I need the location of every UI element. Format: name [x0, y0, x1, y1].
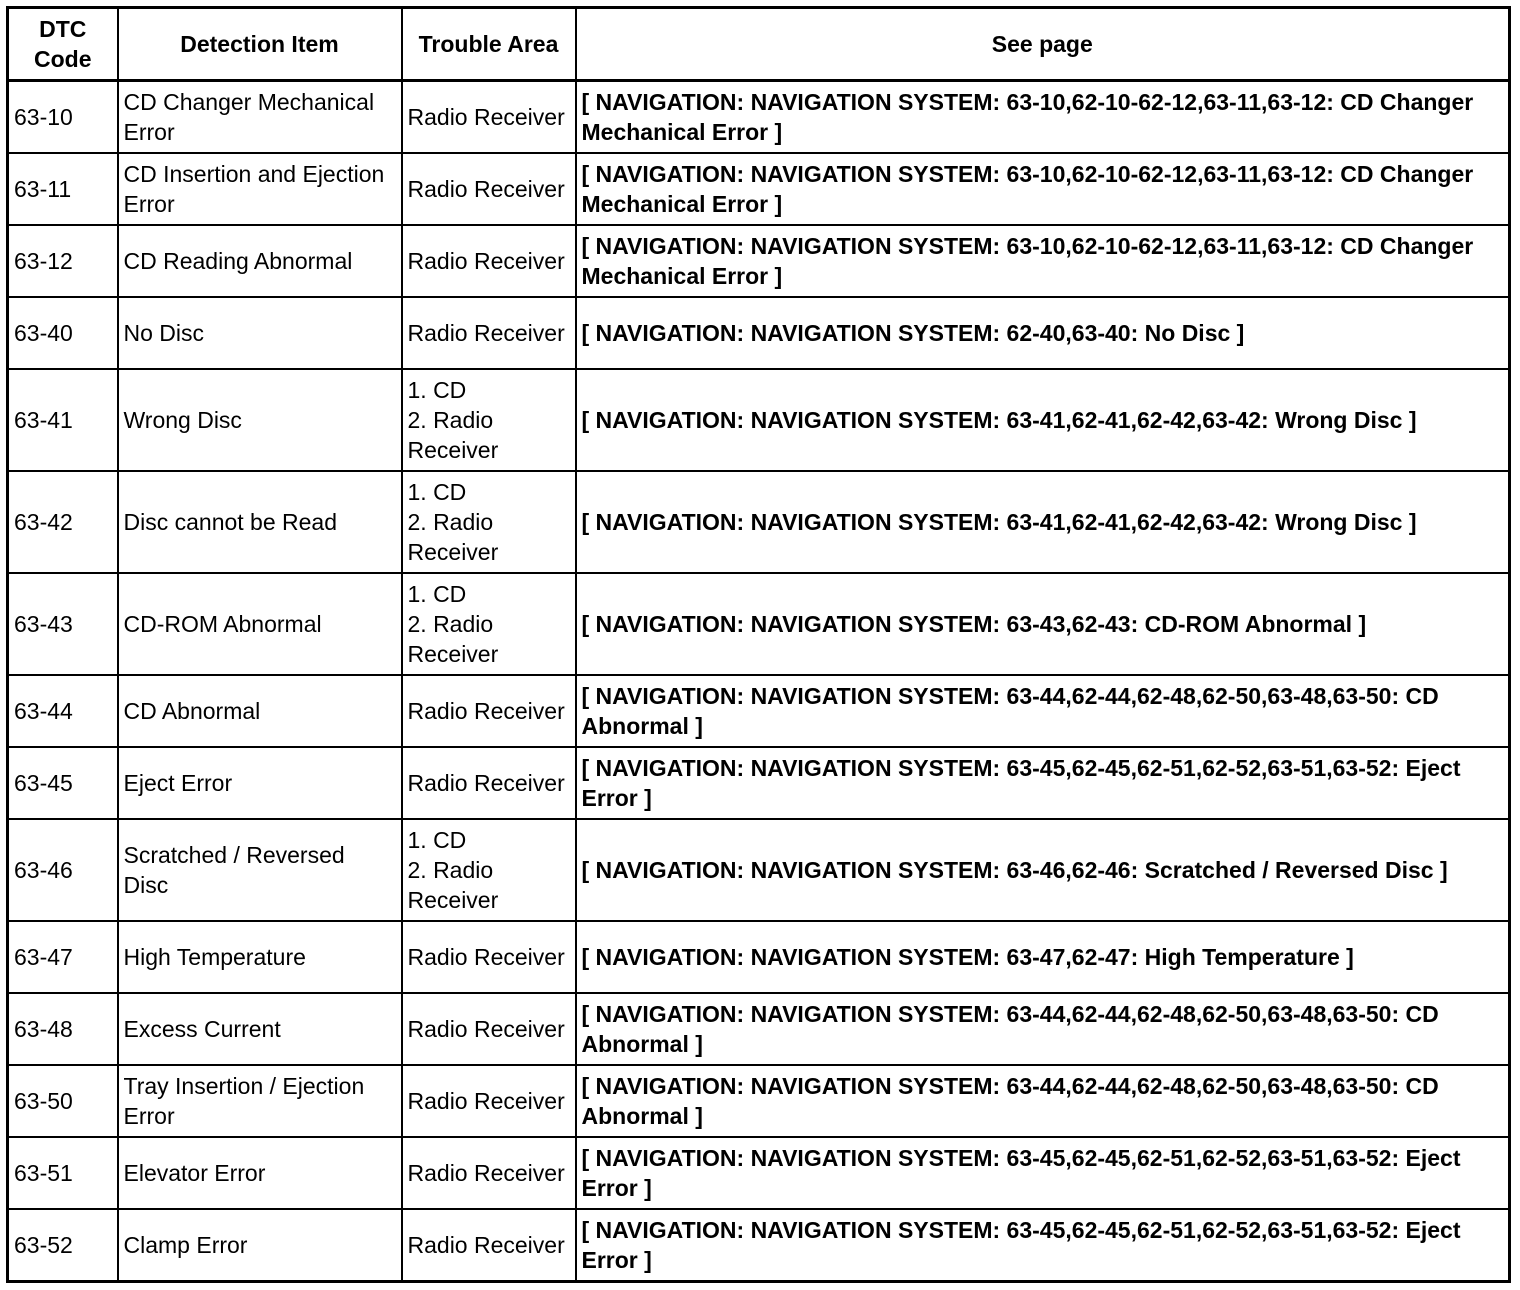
- detection-item-cell: Eject Error: [118, 747, 402, 819]
- see-page-link[interactable]: [ NAVIGATION: NAVIGATION SYSTEM: 63-45,62-45,62-51,62-52,63-51,63-52: Eject Error ]: [576, 1209, 1510, 1282]
- detection-item-cell: Clamp Error: [118, 1209, 402, 1282]
- detection-item-cell: Elevator Error: [118, 1137, 402, 1209]
- trouble-area-line: 2. Radio Receiver: [407, 407, 499, 463]
- trouble-area-line: Radio Receiver: [407, 698, 565, 724]
- detection-item-cell: Tray Insertion / Ejection Error: [118, 1065, 402, 1137]
- trouble-area-line: Radio Receiver: [407, 104, 565, 130]
- see-page-link[interactable]: [ NAVIGATION: NAVIGATION SYSTEM: 63-10,62-10-62-12,63-11,63-12: CD Changer Mechanical Error ]: [576, 81, 1510, 154]
- trouble-area-cell: [402, 921, 576, 993]
- dtc-code-cell: 63-47: [8, 921, 118, 993]
- trouble-area-cell: [402, 573, 576, 675]
- trouble-area-line: 1. CD: [407, 479, 467, 505]
- see-page-link[interactable]: [ NAVIGATION: NAVIGATION SYSTEM: 63-45,62-45,62-51,62-52,63-51,63-52: Eject Error ]: [576, 747, 1510, 819]
- trouble-area-line: Radio Receiver: [407, 1160, 565, 1186]
- dtc-code-cell: 63-48: [8, 993, 118, 1065]
- table-row: [8, 1137, 1510, 1209]
- dtc-code-cell: 63-10: [8, 81, 118, 154]
- trouble-area-cell: [402, 297, 576, 369]
- detection-item-cell: Scratched / Reversed Disc: [118, 819, 402, 921]
- table-row: [8, 747, 1510, 819]
- trouble-area-cell: [402, 1065, 576, 1137]
- table-row: [8, 297, 1510, 369]
- trouble-area-cell: [402, 993, 576, 1065]
- detection-item-cell: High Temperature: [118, 921, 402, 993]
- see-page-link[interactable]: [ NAVIGATION: NAVIGATION SYSTEM: 63-44,62-44,62-48,62-50,63-48,63-50: CD Abnormal ]: [576, 993, 1510, 1065]
- detection-item-cell: CD Insertion and Ejection Error: [118, 153, 402, 225]
- dtc-code-cell: 63-52: [8, 1209, 118, 1282]
- header-detection-item: Detection Item: [118, 8, 402, 81]
- dtc-code-cell: 63-46: [8, 819, 118, 921]
- trouble-area-line: Radio Receiver: [407, 1232, 565, 1258]
- trouble-area-line: 2. Radio Receiver: [407, 611, 499, 667]
- dtc-code-cell: 63-42: [8, 471, 118, 573]
- dtc-code-cell: 63-45: [8, 747, 118, 819]
- detection-item-cell: CD Reading Abnormal: [118, 225, 402, 297]
- detection-item-cell: Wrong Disc: [118, 369, 402, 471]
- trouble-area-cell: [402, 225, 576, 297]
- table-row: [8, 369, 1510, 471]
- dtc-code-cell: 63-44: [8, 675, 118, 747]
- see-page-link[interactable]: [ NAVIGATION: NAVIGATION SYSTEM: 63-10,62-10-62-12,63-11,63-12: CD Changer Mechanical Error ]: [576, 225, 1510, 297]
- detection-item-cell: CD-ROM Abnormal: [118, 573, 402, 675]
- trouble-area-line: Radio Receiver: [407, 1088, 565, 1114]
- trouble-area-line: 1. CD: [407, 377, 467, 403]
- dtc-code-cell: 63-43: [8, 573, 118, 675]
- table-row: [8, 225, 1510, 297]
- see-page-link[interactable]: [ NAVIGATION: NAVIGATION SYSTEM: 63-41,62-41,62-42,63-42: Wrong Disc ]: [576, 471, 1510, 573]
- table-row: [8, 153, 1510, 225]
- trouble-area-cell: [402, 81, 576, 154]
- trouble-area-cell: [402, 471, 576, 573]
- trouble-area-cell: [402, 1209, 576, 1282]
- trouble-area-line: Radio Receiver: [407, 248, 565, 274]
- trouble-area-line: Radio Receiver: [407, 944, 565, 970]
- detection-item-cell: Disc cannot be Read: [118, 471, 402, 573]
- table-row: [8, 471, 1510, 573]
- table-row: [8, 921, 1510, 993]
- trouble-area-line: 2. Radio Receiver: [407, 857, 499, 913]
- see-page-link[interactable]: [ NAVIGATION: NAVIGATION SYSTEM: 63-46,62-46: Scratched / Reversed Disc ]: [576, 819, 1510, 921]
- trouble-area-cell: [402, 675, 576, 747]
- table-row: [8, 675, 1510, 747]
- trouble-area-line: Radio Receiver: [407, 770, 565, 796]
- dtc-code-cell: 63-50: [8, 1065, 118, 1137]
- dtc-table-body: [8, 81, 1510, 1282]
- detection-item-cell: Excess Current: [118, 993, 402, 1065]
- trouble-area-line: 1. CD: [407, 581, 467, 607]
- dtc-table: [6, 6, 1511, 1283]
- detection-item-cell: No Disc: [118, 297, 402, 369]
- dtc-code-cell: 63-40: [8, 297, 118, 369]
- see-page-link[interactable]: [ NAVIGATION: NAVIGATION SYSTEM: 63-44,62-44,62-48,62-50,63-48,63-50: CD Abnormal ]: [576, 675, 1510, 747]
- table-row: [8, 1065, 1510, 1137]
- trouble-area-line: 1. CD: [407, 827, 467, 853]
- table-row: [8, 993, 1510, 1065]
- see-page-link[interactable]: [ NAVIGATION: NAVIGATION SYSTEM: 62-40,63-40: No Disc ]: [576, 297, 1510, 369]
- trouble-area-cell: [402, 153, 576, 225]
- header-row: [8, 8, 1510, 81]
- table-row: [8, 81, 1510, 154]
- see-page-link[interactable]: [ NAVIGATION: NAVIGATION SYSTEM: 63-43,62-43: CD-ROM Abnormal ]: [576, 573, 1510, 675]
- trouble-area-line: Radio Receiver: [407, 176, 565, 202]
- see-page-link[interactable]: [ NAVIGATION: NAVIGATION SYSTEM: 63-44,62-44,62-48,62-50,63-48,63-50: CD Abnormal ]: [576, 1065, 1510, 1137]
- dtc-code-cell: 63-11: [8, 153, 118, 225]
- table-row: [8, 573, 1510, 675]
- trouble-area-line: 2. Radio Receiver: [407, 509, 499, 565]
- dtc-code-cell: 63-51: [8, 1137, 118, 1209]
- dtc-code-cell: 63-41: [8, 369, 118, 471]
- detection-item-cell: CD Abnormal: [118, 675, 402, 747]
- trouble-area-cell: [402, 819, 576, 921]
- table-row: [8, 819, 1510, 921]
- see-page-link[interactable]: [ NAVIGATION: NAVIGATION SYSTEM: 63-47,62-47: High Temperature ]: [576, 921, 1510, 993]
- header-trouble-area: Trouble Area: [402, 8, 576, 81]
- dtc-code-cell: 63-12: [8, 225, 118, 297]
- trouble-area-cell: [402, 1137, 576, 1209]
- detection-item-cell: CD Changer Mechanical Error: [118, 81, 402, 154]
- trouble-area-line: Radio Receiver: [407, 320, 565, 346]
- trouble-area-line: Radio Receiver: [407, 1016, 565, 1042]
- see-page-link[interactable]: [ NAVIGATION: NAVIGATION SYSTEM: 63-10,62-10-62-12,63-11,63-12: CD Changer Mechanical Error ]: [576, 153, 1510, 225]
- header-dtc-code: DTC Code: [8, 8, 118, 81]
- see-page-link[interactable]: [ NAVIGATION: NAVIGATION SYSTEM: 63-45,62-45,62-51,62-52,63-51,63-52: Eject Error ]: [576, 1137, 1510, 1209]
- trouble-area-cell: [402, 369, 576, 471]
- table-row: [8, 1209, 1510, 1282]
- trouble-area-cell: [402, 747, 576, 819]
- see-page-link[interactable]: [ NAVIGATION: NAVIGATION SYSTEM: 63-41,62-41,62-42,63-42: Wrong Disc ]: [576, 369, 1510, 471]
- header-see-page: See page: [576, 8, 1510, 81]
